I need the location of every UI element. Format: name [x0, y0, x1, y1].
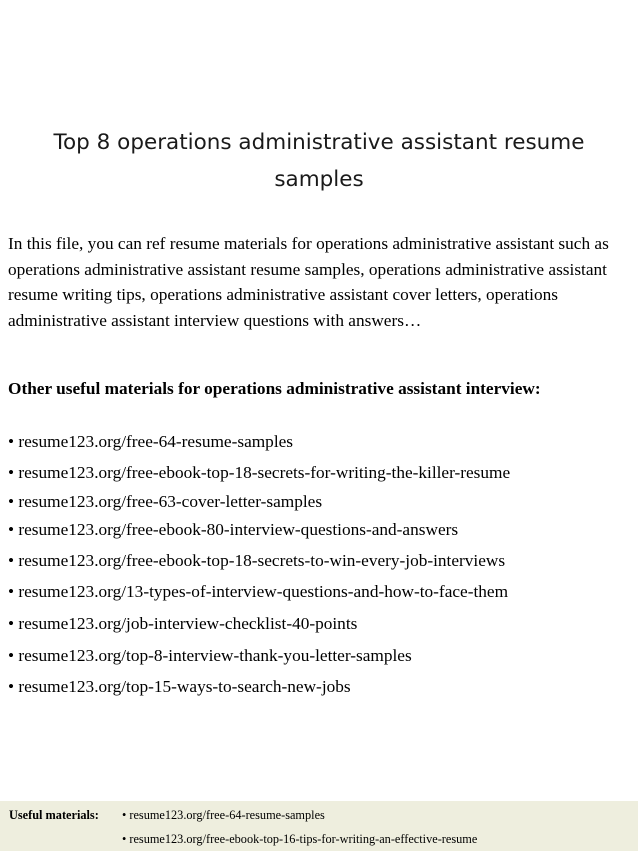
- other-materials-heading: Other useful materials for operations administrative assistant interview:: [8, 379, 541, 398]
- link-item[interactable]: • resume123.org/free-ebook-top-18-secrets-to-win-every-job-interviews: [8, 551, 506, 570]
- link-item[interactable]: • resume123.org/free-63-cover-letter-samples: [8, 492, 323, 511]
- page-title: Top 8 operations administrative assistant resume samples: [53, 130, 585, 192]
- footer-bar: [0, 801, 638, 851]
- link-item[interactable]: • resume123.org/free-ebook-80-interview-questions-and-answers: [8, 520, 459, 539]
- link-item[interactable]: • resume123.org/13-types-of-interview-questions-and-how-to-face-them: [8, 582, 509, 601]
- footer-label: Useful materials:: [9, 808, 99, 822]
- link-item[interactable]: • resume123.org/free-ebook-top-18-secrets-for-writing-the-killer-resume: [8, 463, 511, 482]
- link-item[interactable]: • resume123.org/job-interview-checklist-40-points: [8, 614, 358, 633]
- link-item[interactable]: • resume123.org/top-8-interview-thank-you-letter-samples: [8, 646, 412, 665]
- footer-link[interactable]: • resume123.org/free-64-resume-samples: [122, 808, 325, 822]
- link-item[interactable]: • resume123.org/top-15-ways-to-search-new-jobs: [8, 677, 351, 696]
- footer-link[interactable]: • resume123.org/free-ebook-top-16-tips-for-writing-an-effective-resume: [122, 832, 478, 846]
- intro-paragraph: In this file, you can ref resume materials for operations administrative assistant such as operations administrative assistant resume samples, operations administrative assistant resume writing tips, operations administrative assistant cover letters, operations administrative assistant interview questions with answers…: [8, 234, 609, 330]
- link-item[interactable]: • resume123.org/free-64-resume-samples: [8, 432, 294, 451]
